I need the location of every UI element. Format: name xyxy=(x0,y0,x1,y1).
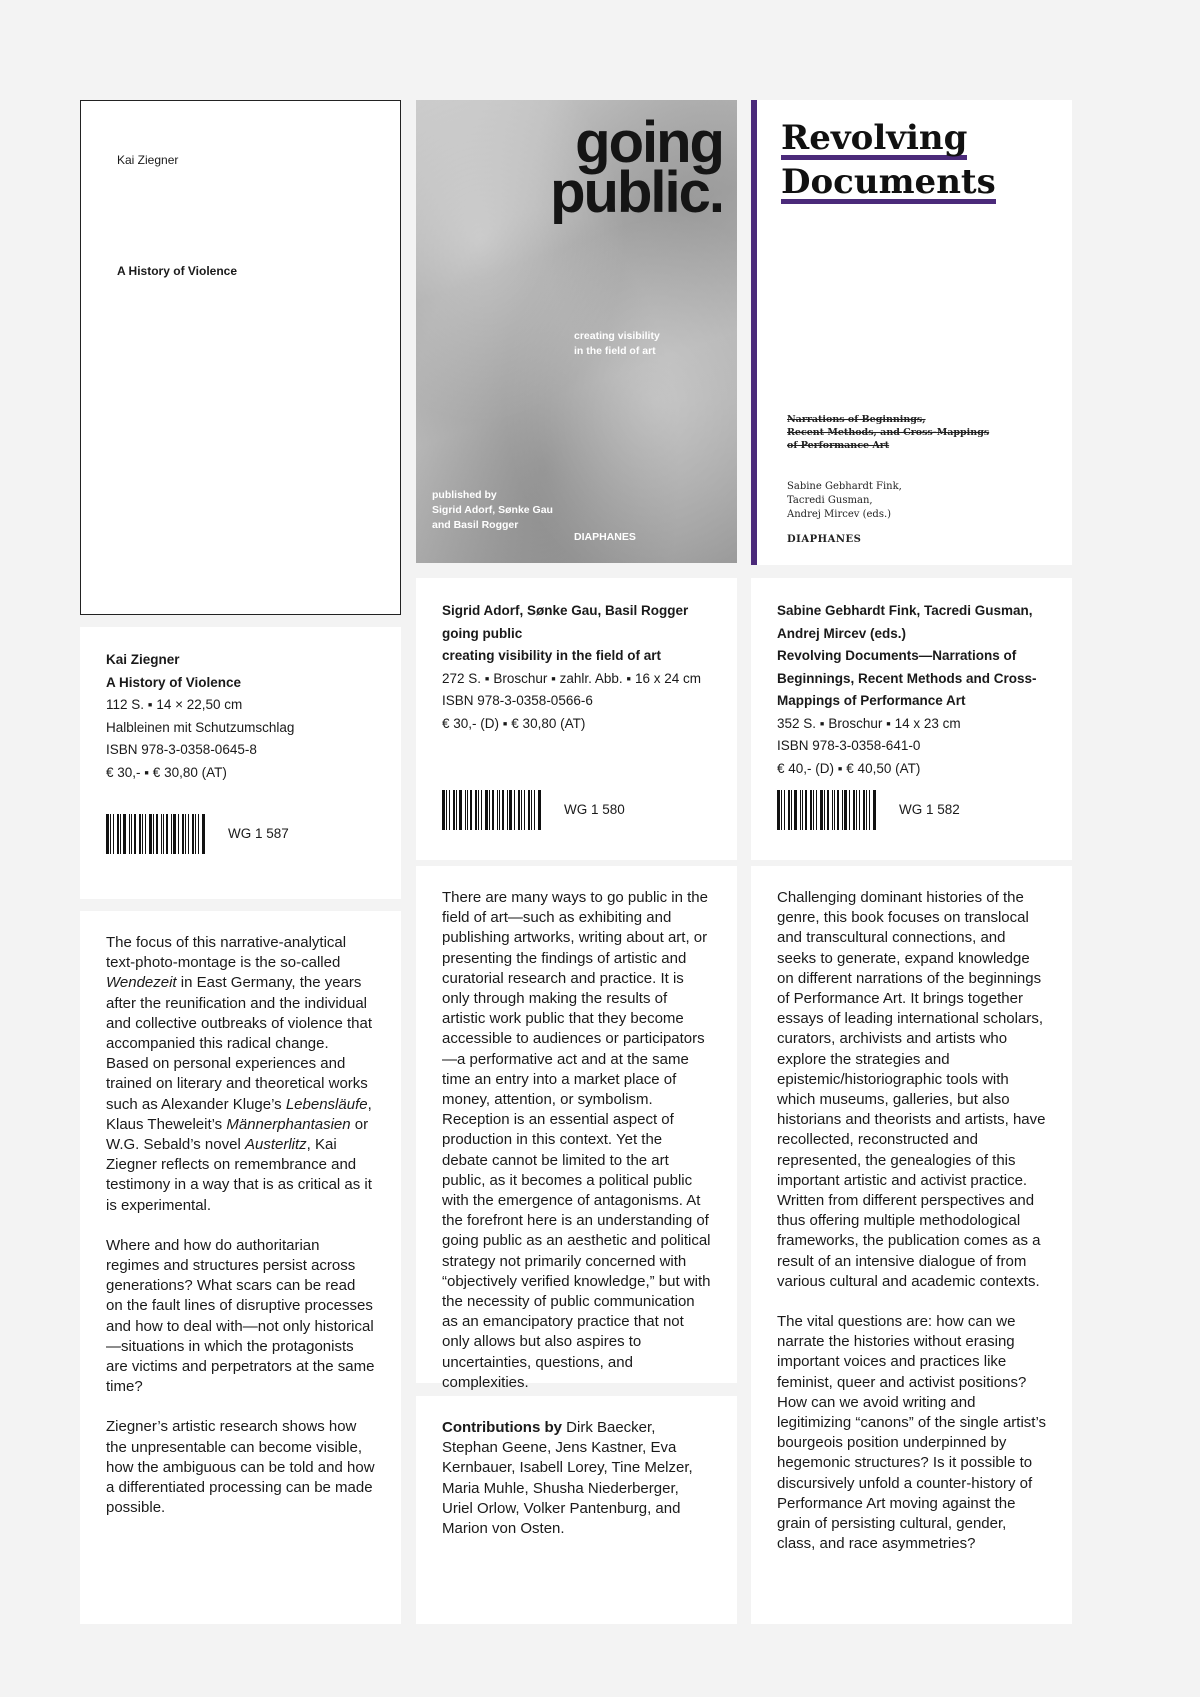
book-title: A History of Violence xyxy=(106,674,242,690)
description-paragraph: Where and how do authoritarian regimes and structures persist across generations? What scars can be read on the fault lines of disruptive processes and how to deal with—not only historical—situations in which the protagonists are victims and perpetrators at the same time? xyxy=(106,1236,375,1396)
book-isbn: ISBN 978-3-0358-0566-6 xyxy=(442,693,593,708)
warengruppe: WG 1 580 xyxy=(564,801,625,817)
barcode-icon xyxy=(106,814,206,854)
cover-published-by: published by Sigrid Adorf, Sønke Gau and Basil Rogger xyxy=(432,489,553,531)
warengruppe: WG 1 587 xyxy=(228,825,289,841)
book-author: Sabine Gebhardt Fink, Tacredi Gusman, Andrej Mircev (eds.) xyxy=(777,603,1033,641)
book-isbn: ISBN 978-3-0358-641-0 xyxy=(777,738,921,753)
book-specs: 112 S. ▪ 14 × 22,50 cm xyxy=(106,697,243,712)
book-isbn: ISBN 978-3-0358-0645-8 xyxy=(106,742,257,757)
description-paragraph: Challenging dominant histories of the genre, this book focuses on translocal and transcultural connections, and seeks to generate, expand knowledge on different narrations of the beginnings of Performance Art. It brings together essays of leading international scholars, curators, archivists and artists who explore the strategies and epistemic/historiographic tools with which museums, galleries, but also historians and theorists and artists, have recollected, reconstructed and represented, the genealogies of this important artistic and activist practice. Written from different perspectives and thus offering multiple methodological frameworks, the publication comes as a result of an intensive dialogue of from various cultural and academic contexts. xyxy=(777,889,1046,1290)
book-author: Kai Ziegner xyxy=(106,652,180,667)
book-description xyxy=(416,866,737,1391)
barcode-icon xyxy=(777,790,877,830)
book-cover-going-public xyxy=(416,100,737,563)
description-paragraph: The focus of this narrative-analytical text-photo-montage is the so-called Wendezeit in East Germany, the years after the reunification and the individual and collective outbreaks of violence that accompanied this radical change. Based on personal experiences and trained on literary and theoretical works such as Alexander Kluge’s Lebensläufe, Klaus Theweleit’s Männerphantasien or W.G. Sebald’s novel Austerlitz, Kai Ziegner reflects on remembrance and testimony in a way that is as critical as it is experimental. xyxy=(106,934,372,1214)
cover-publisher: DIAPHANES xyxy=(574,531,636,543)
book-info-card xyxy=(80,627,401,899)
book-info-card xyxy=(751,578,1072,860)
warengruppe: WG 1 582 xyxy=(899,801,960,817)
book-author: Sigrid Adorf, Sønke Gau, Basil Rogger xyxy=(442,603,689,618)
book-specs: 352 S. ▪ Broschur ▪ 14 x 23 cm xyxy=(777,715,961,731)
description-paragraph: There are many ways to go public in the field of art—such as exhibiting and publishing artworks, writing about art, or presenting the findings of artistic and curatorial research and practice. It is only through making the results of artistic work public that they become accessible to audiences or participators—a performative act and at the same time an entry into a market place of money, attention, or symbolism. Reception is an essential aspect of production in this context. Yet the debate cannot be limited to the art public, as it becomes a political public with the emergence of antagonisms. At the forefront here is an understanding of going public as an aesthetic and political strategy not primarily concerned with “objectively verified knowledge,” but with the necessity of public communication as an emancipatory practice that not only allows but also aspires to uncertainties, questions, and complexities. xyxy=(442,889,711,1391)
cover-author: Kai Ziegner xyxy=(117,153,179,167)
cover-subtitle: creating visibility in the field of art xyxy=(574,330,660,357)
description-paragraph: The vital questions are: how can we narrate the histories without erasing important voices and practices like feminist, queer and activist positions? How can we avoid writing and legitimizing “canons” of the single artist’s bourgeois position underpinned by hegemonic structures? Is it possible to discursively unfold a counter-history of Performance Art moving against the grain of persisting cultural, gender, class, and race asymmetries? xyxy=(777,1313,1047,1553)
description-paragraph: Ziegner’s artistic research shows how the unpresentable can become visible, how the ambiguous can be told and how a differentiated processing can be made possible. xyxy=(106,1418,375,1517)
book-subtitle: creating visibility in the field of art xyxy=(442,648,662,663)
book-info-card xyxy=(416,578,737,860)
book-description xyxy=(751,866,1072,1624)
barcode-icon xyxy=(442,790,542,830)
cover-editors: Sabine Gebhardt Fink, Tacredi Gusman, Andrej Mircev (eds.) xyxy=(787,481,902,520)
book-cover-history-of-violence xyxy=(80,100,401,615)
book-description xyxy=(80,911,401,1624)
cover-title: A History of Violence xyxy=(117,264,238,278)
book-price: € 30,- (D) ▪ € 30,80 (AT) xyxy=(442,715,586,731)
book-title: going public xyxy=(442,625,523,641)
book-price: € 30,- ▪ € 30,80 (AT) xyxy=(106,764,227,780)
book-title: Revolving Documents—Narrations of Beginnings, Recent Methods and Cross- Mappings of Performance Art xyxy=(777,648,1037,708)
contributions-card xyxy=(416,1396,737,1624)
cover-subtitle: Narrations of Beginnings, Recent Methods, and Cross-Mappings of Performance Art xyxy=(787,414,990,451)
book-specs: 272 S. ▪ Broschur ▪ zahlr. Abb. ▪ 16 x 24 cm xyxy=(442,670,701,686)
book-cover-revolving-documents xyxy=(751,100,1072,565)
cover-publisher: DIAPHANES xyxy=(787,534,862,545)
contributions-text: Contributions by Dirk Baecker, Stephan Geene, Jens Kastner, Eva Kernbauer, Isabell Lorey, Tine Melzer, Maria Muhle, Shusha Niederberger, Uriel Orlow, Volker Pantenburg, and Marion von Osten. xyxy=(442,1419,693,1538)
book-binding: Halbleinen mit Schutzumschlag xyxy=(106,719,295,735)
cover-title: going public. xyxy=(550,110,723,225)
cover-title: Revolving Documents xyxy=(781,118,996,202)
book-price: € 40,- (D) ▪ € 40,50 (AT) xyxy=(777,760,921,776)
